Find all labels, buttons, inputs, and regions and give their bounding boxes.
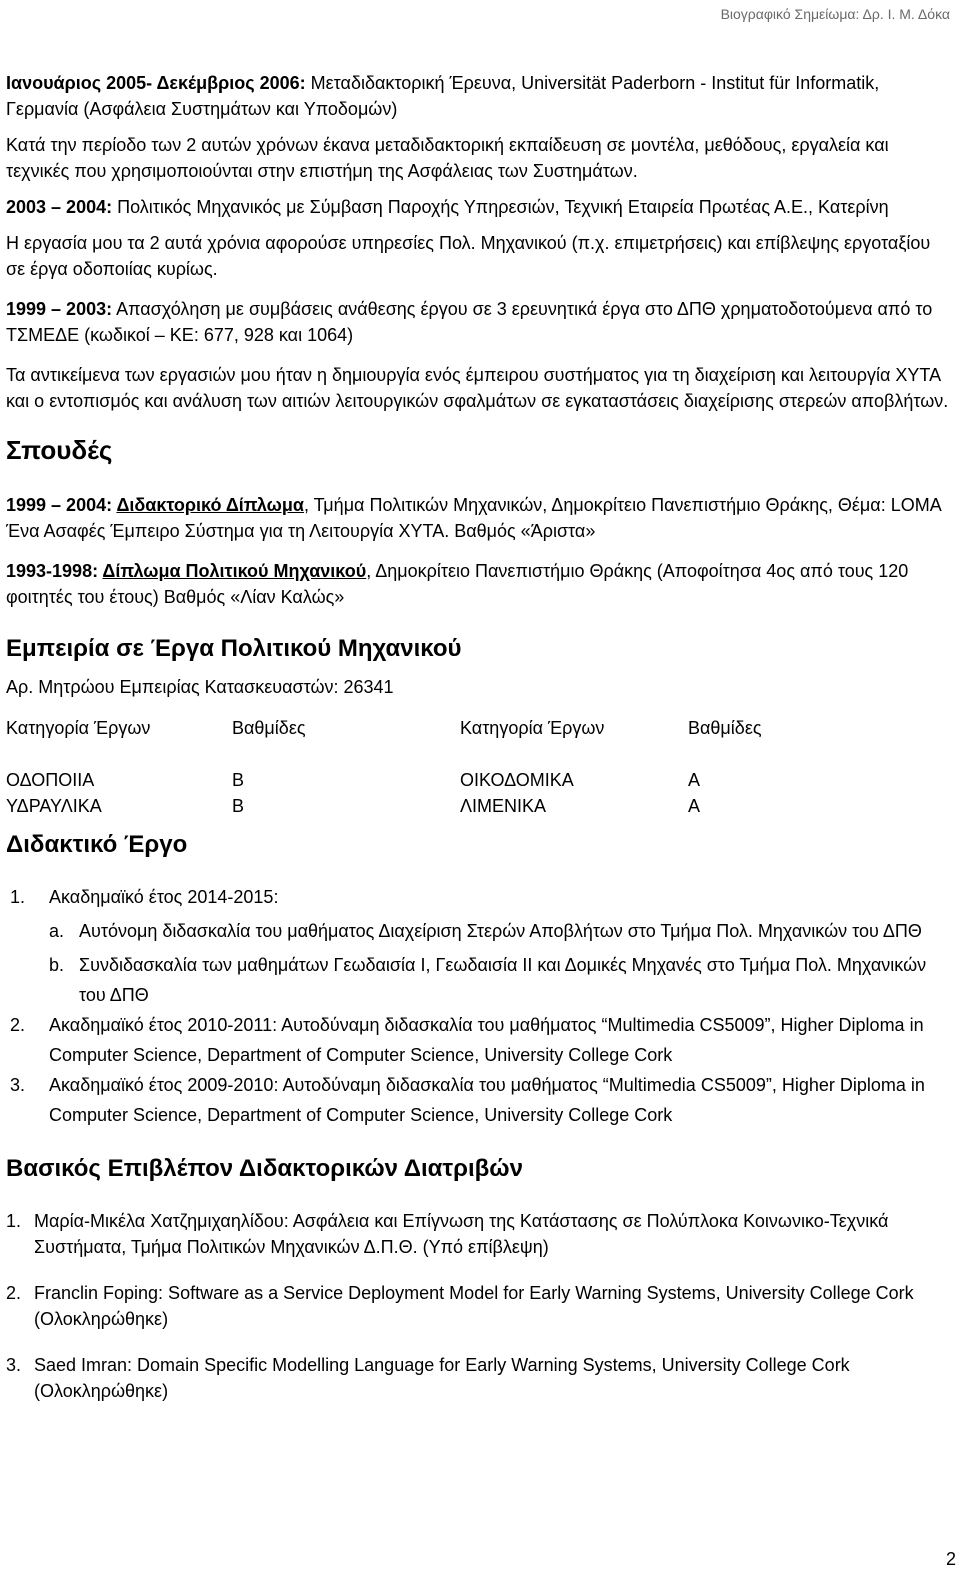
experience-entry-1 bbox=[6, 70, 950, 122]
item-text: Franclin Foping: Software as a Service Deployment Model for Early Warning Systems, University College Cork (Ολοκληρώθηκε) bbox=[34, 1283, 914, 1329]
study-degree: Διδακτορικό Δίπλωμα bbox=[116, 495, 304, 515]
table-header: Κατηγορία Έργων bbox=[6, 718, 151, 738]
item-number: 1. bbox=[6, 1211, 22, 1231]
item-text: Ακαδημαϊκό έτος 2009-2010: Αυτοδύναμη διδασκαλία του μαθήματος “Multimedia CS5009”, Higher Diploma in Computer Science, Department of Computer Science, University College Cork bbox=[49, 1075, 925, 1125]
item-text: Αυτόνομη διδασκαλία του μαθήματος Διαχείριση Στερών Αποβλήτων στο Τμήμα Πολ. Μηχανικών του ΔΠΘ bbox=[79, 921, 922, 941]
list-item bbox=[6, 1352, 950, 1404]
page-number: 2 bbox=[945, 1549, 956, 1569]
table-header-row bbox=[6, 718, 888, 744]
teaching-heading: Διδακτικό Έργο bbox=[6, 831, 188, 858]
entry-date: 2003 – 2004: bbox=[6, 197, 113, 217]
experience-entry-3 bbox=[6, 296, 950, 348]
table-cell: ΟΔΟΠΟΙΙΑ bbox=[6, 770, 95, 790]
table-cell: Α bbox=[688, 796, 701, 816]
item-number: 1. bbox=[10, 887, 26, 907]
study-entry-1 bbox=[6, 492, 950, 544]
item-text: Συνδιδασκαλία των μαθημάτων Γεωδαισία Ι, Γεωδαισία ΙΙ και Δομικές Μηχανές στο Τμήμα Πολ. Μηχανικών του ΔΠΘ bbox=[79, 955, 927, 1005]
experience-desc-2: Η εργασία μου τα 2 αυτά χρόνια αφορούσε υπηρεσίες Πολ. Μηχανικού (π.χ. επιμετρήσεις) και επίβλεψης εργοταξίου σε έργα οδοποιίας κυρίως. bbox=[6, 233, 931, 279]
table-cell: Α bbox=[688, 770, 701, 790]
entry-text: Μεταδιδακτορική Έρευνα, Universität Paderborn - Institut für Informatik, Γερμανία (Ασφάλεια Συστημάτων και Υποδομών) bbox=[6, 73, 880, 119]
item-number: 3. bbox=[6, 1355, 22, 1375]
item-number: 2. bbox=[10, 1015, 26, 1035]
experience-desc-3: Τα αντικείμενα των εργασιών μου ήταν η δημιουργία ενός έμπειρου συστήματος για τη διαχείριση και λειτουργία ΧΥΤΑ και ο εντοπισμός και ανάλυση των αιτιών λειτουργικών σφαλμάτων σε εγκαταστάσεις διαχείρισης στερεών αποβλήτων. bbox=[6, 365, 949, 411]
experience-desc-1: Κατά την περίοδο των 2 αυτών χρόνων έκανα μεταδιδακτορική εκπαίδευση σε μοντέλα, μεθόδους, εργαλεία και τεχνικές που χρησιμοποιούνται στην επιστήμη της Ασφάλειας των Συστημάτων. bbox=[6, 135, 889, 181]
list-item bbox=[6, 1010, 950, 1070]
list-item bbox=[49, 916, 950, 946]
table-cell: ΟΙΚΟΔΟΜΙΚΑ bbox=[460, 770, 574, 790]
item-text: Ακαδημαϊκό έτος 2014-2015: bbox=[49, 887, 279, 907]
study-date: 1999 – 2004: bbox=[6, 495, 117, 515]
table-row bbox=[6, 796, 888, 822]
cv-page bbox=[6, 70, 950, 1404]
table-header: Κατηγορία Έργων bbox=[460, 718, 605, 738]
study-rest: , Τμήμα Πολιτικών Μηχανικών, Δημοκρίτειο Πανεπιστήμιο Θράκης, Θέμα: LOMA Ένα Ασαφές Έμπειρο Σύστημα για τη Λειτουργία ΧΥΤΑ. Βαθμός «Άριστα» bbox=[6, 495, 941, 541]
works-category-table bbox=[6, 718, 888, 822]
item-number: 2. bbox=[6, 1283, 22, 1303]
list-item bbox=[6, 882, 950, 1010]
table-header: Βαθμίδες bbox=[688, 718, 762, 738]
item-text: Saed Imran: Domain Specific Modelling Language for Early Warning Systems, University College Cork (Ολοκληρώθηκε) bbox=[34, 1355, 850, 1401]
item-text: Μαρία-Μικέλα Χατζημιχαηλίδου: Ασφάλεια και Επίγνωση της Κατάστασης σε Πολύπλοκα Κοινωνικο-Τεχνικά Συστήματα, Τμήμα Πολιτικών Μηχανικών Δ.Π.Θ. (Υπό επίβλεψη) bbox=[34, 1211, 889, 1257]
supervision-list bbox=[6, 1208, 950, 1404]
table-row bbox=[6, 770, 888, 796]
teaching-list bbox=[6, 882, 950, 1130]
entry-text: Απασχόληση με συμβάσεις ανάθεσης έργου σε 3 ερευνητικά έργα στο ΔΠΘ χρηματοδοτούμενα από το ΤΣΜΕΔΕ (κωδικοί – ΚΕ: 677, 928 και 1064) bbox=[6, 299, 933, 345]
list-item bbox=[6, 1208, 950, 1260]
registry-number: Αρ. Μητρώου Εμπειρίας Κατασκευαστών: 26341 bbox=[6, 677, 394, 697]
entry-date: 1999 – 2003: bbox=[6, 299, 113, 319]
entry-date: Ιανουάριος 2005- Δεκέμβριος 2006: bbox=[6, 73, 306, 93]
supervision-heading: Βασικός Επιβλέπον Διδακτορικών Διατριβών bbox=[6, 1155, 523, 1182]
item-number: 3. bbox=[10, 1075, 26, 1095]
item-text: Ακαδημαϊκό έτος 2010-2011: Αυτοδύναμη διδασκαλία του μαθήματος “Multimedia CS5009”, Higher Diploma in Computer Science, Department of Computer Science, University College Cork bbox=[49, 1015, 924, 1065]
table-cell: Β bbox=[232, 796, 245, 816]
table-cell: Β bbox=[232, 770, 245, 790]
list-item bbox=[6, 1070, 950, 1130]
item-letter: a. bbox=[49, 921, 65, 941]
study-date: 1993-1998: bbox=[6, 561, 103, 581]
experience-entry-2 bbox=[6, 194, 950, 220]
civil-heading: Εμπειρία σε Έργα Πολιτικού Μηχανικού bbox=[6, 635, 462, 662]
studies-heading: Σπουδές bbox=[6, 435, 113, 465]
study-degree: Δίπλωμα Πολιτικού Μηχανικού bbox=[102, 561, 367, 581]
table-cell: ΥΔΡΑΥΛΙΚΑ bbox=[6, 796, 102, 816]
teaching-sublist bbox=[49, 916, 950, 1010]
table-cell: ΛΙΜΕΝΙΚΑ bbox=[460, 796, 547, 816]
table-header: Βαθμίδες bbox=[232, 718, 306, 738]
running-header: Βιογραφικό Σημείωμα: Δρ. Ι. Μ. Δόκα bbox=[720, 6, 950, 22]
entry-text: Πολιτικός Μηχανικός με Σύμβαση Παροχής Υπηρεσιών, Τεχνική Εταιρεία Πρωτέας Α.Ε., Κατερίνη bbox=[112, 197, 889, 217]
study-rest: , Δημοκρίτειο Πανεπιστήμιο Θράκης (Αποφοίτησα 4ος από τους 120 φοιτητές του έτους) Βαθμός «Λίαν Καλώς» bbox=[6, 561, 909, 607]
item-letter: b. bbox=[49, 955, 65, 975]
list-item bbox=[49, 950, 950, 1010]
study-entry-2 bbox=[6, 558, 950, 610]
list-item bbox=[6, 1280, 950, 1332]
